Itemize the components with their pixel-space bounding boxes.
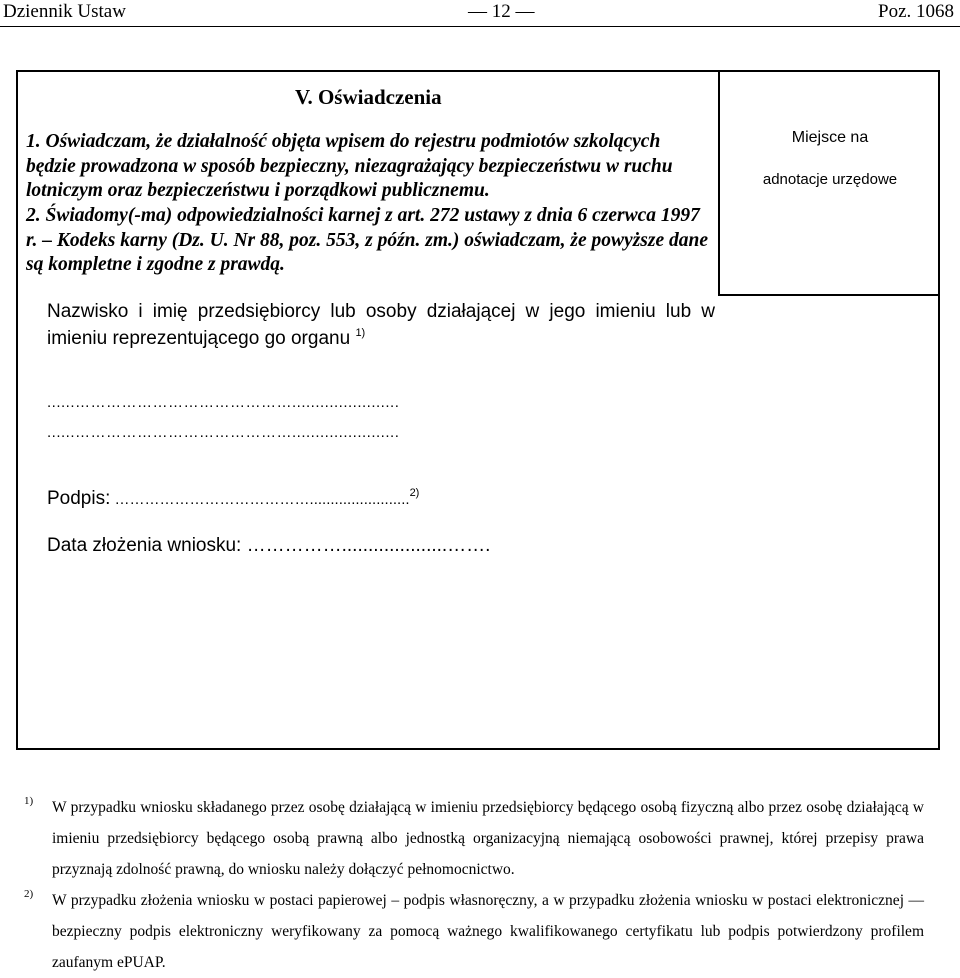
applicant-name-label bbox=[47, 298, 715, 352]
name-field-line-2[interactable]: ......……………………………………....................... bbox=[47, 424, 400, 441]
office-notes-line1: Miejsce na bbox=[791, 129, 869, 146]
footnote-ref-2: 2) bbox=[409, 487, 420, 499]
footnotes bbox=[24, 792, 924, 978]
page-number: — 12 — bbox=[468, 1, 535, 22]
signature-field[interactable]: …………………………………........................ bbox=[110, 491, 410, 508]
applicant-name-text: Nazwisko i imię przedsiębiorcy lub osoby działającej w jego imieniu lub w imieniu reprezentującego go organu bbox=[47, 301, 715, 349]
office-notes-line2: adnotacje urzędowe bbox=[762, 171, 898, 188]
footnote-2-text: W przypadku złożenia wniosku w postaci papierowej – podpis własnoręczny, a w przypadku złożenia wniosku w postaci elektronicznej — bezpieczny podpis elektroniczny weryfikowany za pomocą ważnego kwalifikowanego certyfikatu lub podpis potwierdzony profilem zaufanym ePUAP. bbox=[52, 892, 924, 971]
footnote-2 bbox=[24, 885, 924, 978]
footnote-1 bbox=[24, 792, 924, 885]
statement-1: 1. Oświadczam, że działalność objęta wpisem do rejestru podmiotów szkolących będzie prowadzona w sposób bezpieczny, niezagrażający bezpieczeństwu w ruchu lotniczym oraz bezpieczeństwu i porządkowi publicznemu. bbox=[26, 131, 673, 201]
footnote-2-marker: 2) bbox=[24, 888, 34, 900]
submission-date-row bbox=[47, 535, 490, 557]
statement-2: 2. Świadomy(-ma) odpowiedzialności karnej z art. 272 ustawy z dnia 6 czerwca 1997 r. – Kodeks karny (Dz. U. Nr 88, poz. 553, z późn. zm.) oświadczam, że powyższe dane są kompletne i zgodne z prawdą. bbox=[26, 205, 709, 275]
footnote-ref-1: 1) bbox=[355, 327, 366, 339]
submission-date-field[interactable]: ……………....................……. bbox=[241, 535, 491, 556]
section-title: V. Oświadczenia bbox=[295, 85, 442, 109]
footnote-1-marker: 1) bbox=[24, 795, 34, 807]
name-field-line-1[interactable]: ......……………………………………....................... bbox=[47, 394, 400, 411]
signature-label: Podpis: bbox=[47, 488, 111, 509]
office-notes-box bbox=[718, 70, 940, 296]
journal-name: Dziennik Ustaw bbox=[3, 1, 126, 22]
position-number: Poz. 1068 bbox=[878, 1, 954, 22]
page-header bbox=[0, 0, 960, 27]
footnote-1-text: W przypadku wniosku składanego przez osobę działającą w imieniu przedsiębiorcy będącego osobą fizyczną albo przez osobę działającą w imieniu przedsiębiorcy będącego osobą prawną albo jednostką organizacyjną niemającą osobowości prawnej, której przepisy prawa przyznają zdolność prawną, do wniosku należy dołączyć pełnomocnictwo. bbox=[52, 799, 924, 878]
signature-row bbox=[47, 488, 419, 510]
submission-date-label: Data złożenia wniosku: bbox=[47, 535, 242, 556]
